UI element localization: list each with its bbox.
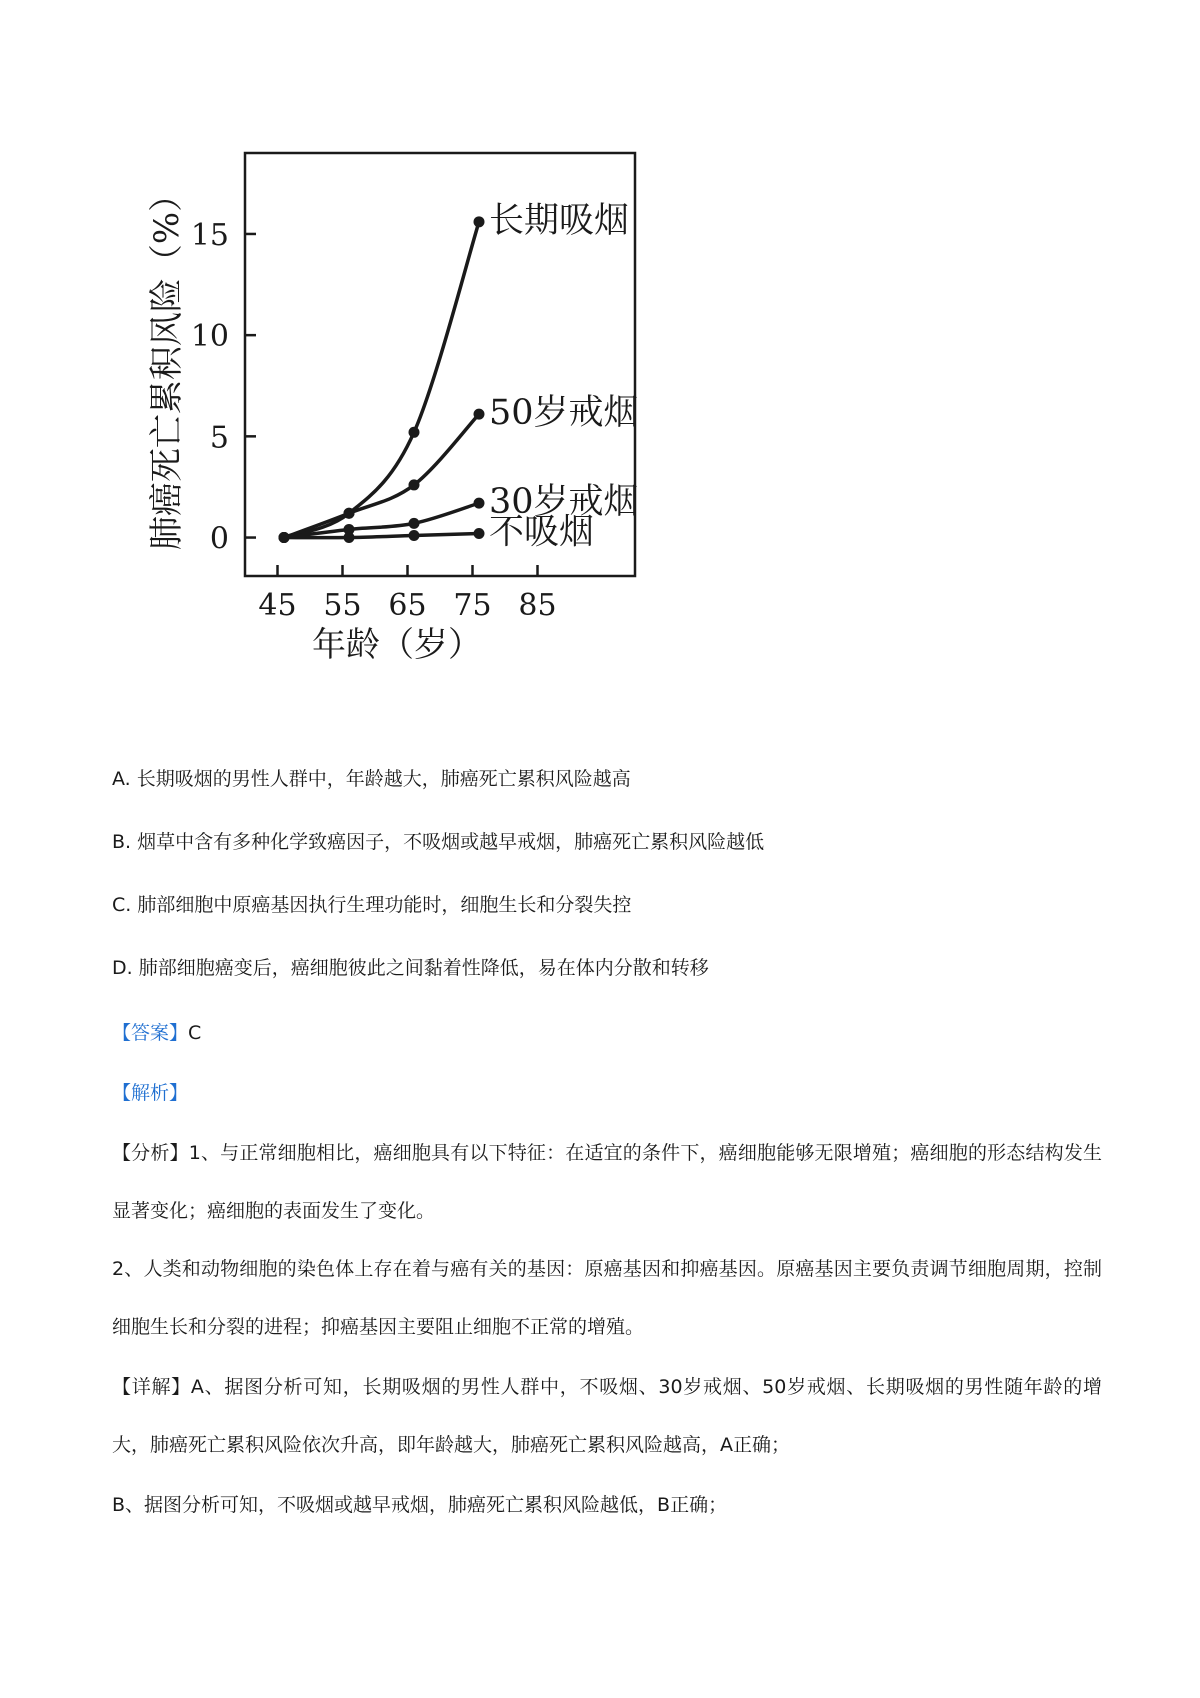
answer-value: C bbox=[188, 1022, 202, 1044]
paragraph-analysis bbox=[112, 1124, 1102, 1240]
y-tick-label: 0 bbox=[209, 521, 229, 557]
y-tick-label: 15 bbox=[190, 217, 229, 253]
series-label: 30岁戒烟 bbox=[489, 482, 639, 523]
options-list bbox=[112, 766, 1112, 1018]
x-tick-label: 85 bbox=[518, 588, 557, 623]
x-tick-label: 75 bbox=[453, 588, 492, 623]
option-text: 肺部细胞中原癌基因执行生理功能时，细胞生长和分裂失控 bbox=[137, 894, 632, 916]
analysis-heading-text: 【解析】 bbox=[112, 1082, 189, 1104]
option-a bbox=[112, 766, 1112, 792]
data-point bbox=[409, 518, 420, 529]
paragraph-text: B、据图分析可知，不吸烟或越早戒烟，肺癌死亡累积风险越低，B正确； bbox=[112, 1494, 728, 1516]
option-letter: C. bbox=[112, 894, 132, 916]
paragraph-text: 1、与正常细胞相比，癌细胞具有以下特征：在适宜的条件下，癌细胞能够无限增殖；癌细胞的形态结构发生显著变化；癌细胞的表面发生了变化。 bbox=[112, 1142, 1102, 1222]
y-tick-label: 10 bbox=[190, 319, 229, 355]
option-letter: D. bbox=[112, 957, 133, 979]
series-label: 长期吸烟 bbox=[489, 200, 630, 241]
series-line bbox=[284, 503, 479, 537]
option-letter: B. bbox=[112, 831, 132, 853]
paragraph-genes bbox=[112, 1240, 1102, 1356]
paragraph-text: 2、人类和动物细胞的染色体上存在着与癌有关的基因：原癌基因和抑癌基因。原癌基因主要负责调节细胞周期，控制细胞生长和分裂的进程；抑癌基因主要阻止细胞不正常的增殖。 bbox=[112, 1258, 1102, 1338]
data-point bbox=[409, 479, 420, 490]
paragraph-label: 【详解】 bbox=[112, 1376, 191, 1398]
data-point bbox=[474, 409, 485, 420]
data-point bbox=[409, 427, 420, 438]
x-tick-label: 65 bbox=[388, 588, 427, 623]
data-point bbox=[344, 532, 355, 543]
paragraph-label: 【分析】 bbox=[112, 1142, 189, 1164]
option-letter: A. bbox=[112, 768, 131, 790]
option-text: 烟草中含有多种化学致癌因子，不吸烟或越早戒烟，肺癌死亡累积风险越低 bbox=[137, 831, 765, 853]
series-line bbox=[284, 222, 479, 538]
option-d bbox=[112, 955, 1112, 981]
paragraph-detail-a bbox=[112, 1358, 1102, 1474]
series-layer bbox=[279, 201, 639, 553]
option-text: 长期吸烟的男性人群中，年龄越大，肺癌死亡累积风险越高 bbox=[136, 768, 631, 790]
data-point bbox=[474, 498, 485, 509]
y-axis-label: 肺癌死亡累积风险（%） bbox=[147, 177, 187, 551]
data-point bbox=[474, 216, 485, 227]
series-label: 不吸烟 bbox=[489, 512, 595, 553]
paragraph-detail-b bbox=[112, 1476, 1102, 1534]
x-ticks bbox=[258, 565, 556, 623]
lung-cancer-risk-chart bbox=[0, 0, 1200, 700]
data-point bbox=[344, 508, 355, 519]
paragraph-text: A、据图分析可知，长期吸烟的男性人群中，不吸烟、30岁戒烟、50岁戒烟、长期吸烟的男性随年龄的增大，肺癌死亡累积风险依次升高，即年龄越大，肺癌死亡累积风险越高，A正确； bbox=[112, 1376, 1102, 1456]
data-point bbox=[279, 532, 290, 543]
option-text: 肺部细胞癌变后，癌细胞彼此之间黏着性降低，易在体内分散和转移 bbox=[138, 957, 709, 979]
data-point bbox=[409, 530, 420, 541]
x-tick-label: 45 bbox=[258, 588, 297, 623]
y-tick-label: 5 bbox=[209, 420, 229, 456]
data-point bbox=[474, 528, 485, 539]
x-tick-label: 55 bbox=[323, 588, 362, 623]
series-line bbox=[284, 414, 479, 537]
answer-line bbox=[112, 1020, 201, 1046]
series-label: 50岁戒烟 bbox=[489, 393, 639, 434]
answer-label: 【答案】 bbox=[112, 1022, 189, 1044]
x-axis-label: 年龄（岁） bbox=[312, 625, 482, 665]
option-c bbox=[112, 892, 1112, 918]
analysis-heading bbox=[112, 1080, 188, 1106]
option-b bbox=[112, 829, 1112, 855]
